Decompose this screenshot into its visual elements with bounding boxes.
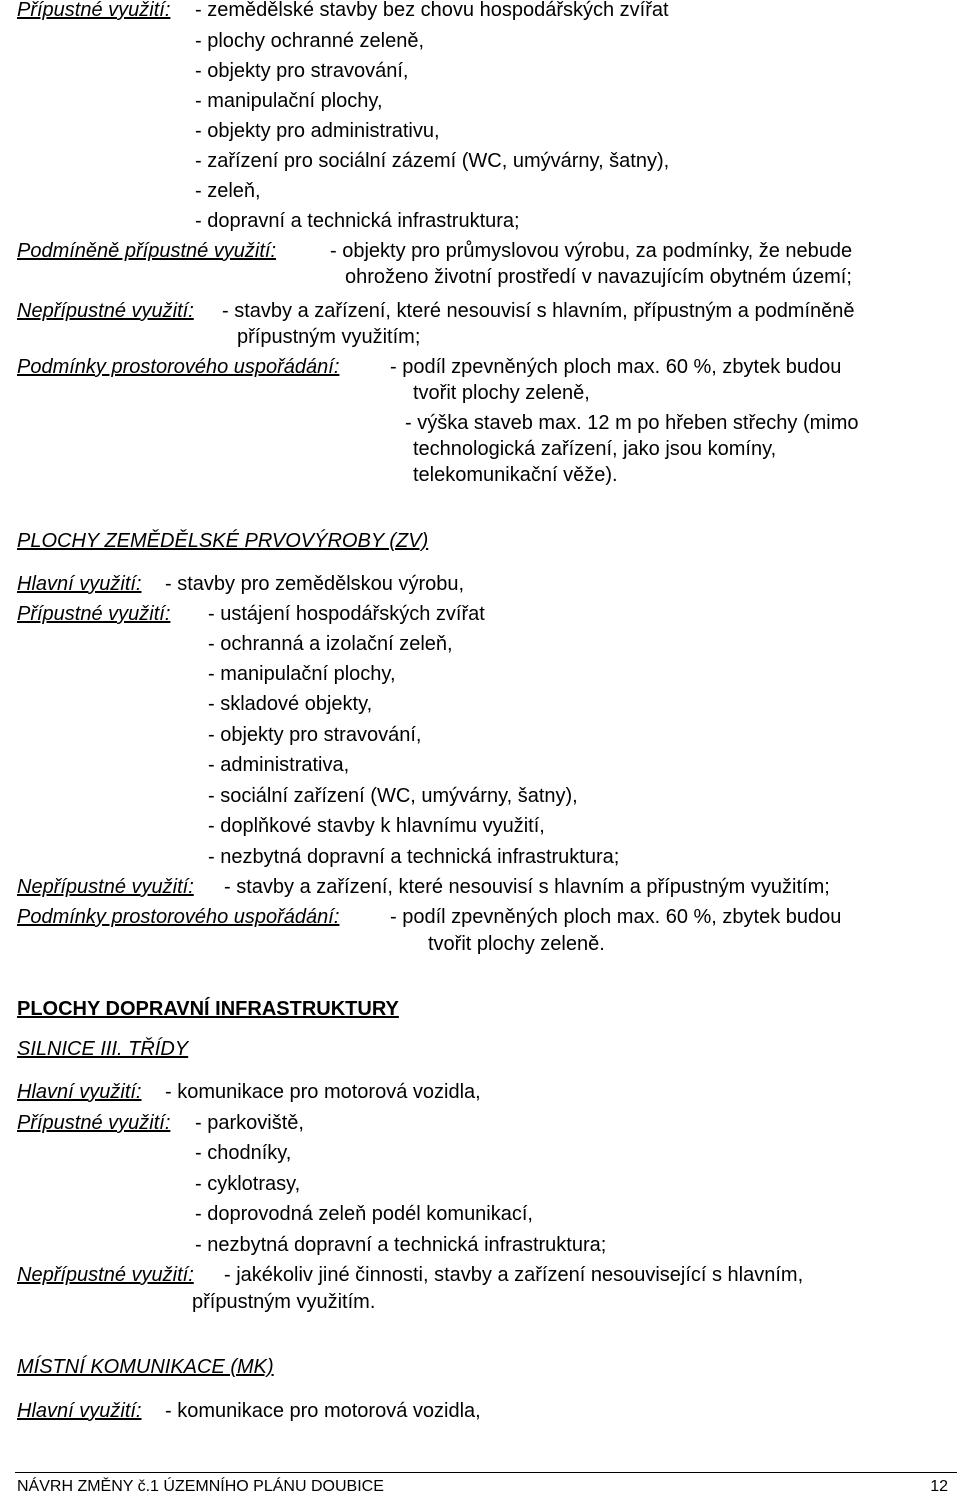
sec3-hlavni-text: - komunikace pro motorová vozidla, <box>165 1081 481 1103</box>
sec2-pripustne-item-1: - ustájení hospodářských zvířat <box>208 603 485 625</box>
sec1-nepripustne-text-2: přípustným využitím; <box>237 326 421 348</box>
sec4-hlavni-label: Hlavní využití: <box>17 1400 142 1422</box>
sec2-pripustne-item-7: - sociální zařízení (WC, umývárny, šatny), <box>208 785 578 807</box>
footer-rule <box>15 1472 957 1473</box>
sec2-podminky-label: Podmínky prostorového uspořádání: <box>17 906 340 928</box>
sec2-pripustne-item-4: - skladové objekty, <box>208 693 373 715</box>
sec2-podminky-text-1: - podíl zpevněných ploch max. 60 %, zbytek budou <box>390 906 842 928</box>
sec1-podminene-text-2: ohroženo životní prostředí v navazujícím obytném území; <box>345 266 852 288</box>
sec1-nepripustne-text-1: - stavby a zařízení, které nesouvisí s hlavním, přípustným a podmíněně <box>222 300 855 322</box>
sec2-pripustne-item-8: - doplňkové stavby k hlavnímu využití, <box>208 815 545 837</box>
sec2-pripustne-item-3: - manipulační plochy, <box>208 663 396 685</box>
sec4-heading: MÍSTNÍ KOMUNIKACE (MK) <box>17 1356 274 1378</box>
sec1-pripustne-row <box>17 0 170 22</box>
sec2-pripustne-item-2: - ochranná a izolační zeleň, <box>208 633 453 655</box>
sec1-podminky-text-4: technologická zařízení, jako jsou komíny, <box>413 438 777 460</box>
sec2-pripustne-item-9: - nezbytná dopravní a technická infrastruktura; <box>208 846 620 868</box>
sec2-pripustne-item-6: - administrativa, <box>208 754 350 776</box>
sec1-pripustne-item-4: - manipulační plochy, <box>195 90 383 112</box>
sec1-podminky-label: Podmínky prostorového uspořádání: <box>17 356 340 378</box>
sec1-podminky-text-3: - výška staveb max. 12 m po hřeben střechy (mimo <box>405 412 859 434</box>
footer-title: NÁVRH ZMĚNY č.1 ÚZEMNÍHO PLÁNU DOUBICE <box>17 1478 384 1495</box>
sec2-podminky-text-2: tvořit plochy zeleně. <box>428 933 605 955</box>
footer-page-number: 12 <box>930 1478 948 1495</box>
sec3-heading: PLOCHY DOPRAVNÍ INFRASTRUKTURY <box>17 998 399 1020</box>
sec1-pripustne-item-8: - dopravní a technická infrastruktura; <box>195 210 520 232</box>
sec1-pripustne-item-5: - objekty pro administrativu, <box>195 120 440 142</box>
sec3-pripustne-item-5: - nezbytná dopravní a technická infrastruktura; <box>195 1234 607 1256</box>
sec2-pripustne-item-5: - objekty pro stravování, <box>208 724 422 746</box>
sec1-pripustne-item-3: - objekty pro stravování, <box>195 60 409 82</box>
sec1-podminene-label: Podmíněně přípustné využití: <box>17 240 277 262</box>
sec2-pripustne-label: Přípustné využití: <box>17 603 171 625</box>
sec3-nepripustne-text-2: přípustným využitím. <box>192 1291 376 1313</box>
sec1-podminky-text-2: tvořit plochy zeleně, <box>413 382 590 404</box>
sec3-nepripustne-text-1: - jakékoliv jiné činnosti, stavby a zařízení nesouvisející s hlavním, <box>224 1264 804 1286</box>
sec1-pripustne-item-7: - zeleň, <box>195 180 261 202</box>
sec3-pripustne-item-2: - chodníky, <box>195 1142 292 1164</box>
sec2-hlavni-label: Hlavní využití: <box>17 573 142 595</box>
sec2-nepripustne-text: - stavby a zařízení, které nesouvisí s hlavním a přípustným využitím; <box>224 876 830 898</box>
sec3-pripustne-item-3: - cyklotrasy, <box>195 1173 301 1195</box>
sec1-pripustne-item-1: - zemědělské stavby bez chovu hospodářských zvířat <box>195 0 669 21</box>
sec2-nepripustne-label: Nepřípustné využití: <box>17 876 194 898</box>
sec1-pripustne-item-2: - plochy ochranné zeleně, <box>195 30 425 52</box>
sec1-podminene-text-1: - objekty pro průmyslovou výrobu, za podmínky, že nebude <box>330 240 853 262</box>
sec2-hlavni-text: - stavby pro zemědělskou výrobu, <box>165 573 465 595</box>
sec4-hlavni-text: - komunikace pro motorová vozidla, <box>165 1400 481 1422</box>
sec3-hlavni-label: Hlavní využití: <box>17 1081 142 1103</box>
sec1-podminky-text-5: telekomunikační věže). <box>413 464 618 486</box>
sec3-nepripustne-label: Nepřípustné využití: <box>17 1264 194 1286</box>
sec1-pripustne-item-6: - zařízení pro sociální zázemí (WC, umývárny, šatny), <box>195 150 670 172</box>
sec3-pripustne-label: Přípustné využití: <box>17 1112 171 1134</box>
sec3-pripustne-item-1: - parkoviště, <box>195 1112 304 1134</box>
sec1-podminky-text-1: - podíl zpevněných ploch max. 60 %, zbytek budou <box>390 356 842 378</box>
sec1-nepripustne-label: Nepřípustné využití: <box>17 300 194 322</box>
sec2-heading: PLOCHY ZEMĚDĚLSKÉ PRVOVÝROBY (ZV) <box>17 530 429 552</box>
sec3-pripustne-item-4: - doprovodná zeleň podél komunikací, <box>195 1203 533 1225</box>
sec1-pripustne-label: Přípustné využití: <box>17 0 171 21</box>
sec3-subheading: SILNICE III. TŘÍDY <box>17 1038 189 1060</box>
